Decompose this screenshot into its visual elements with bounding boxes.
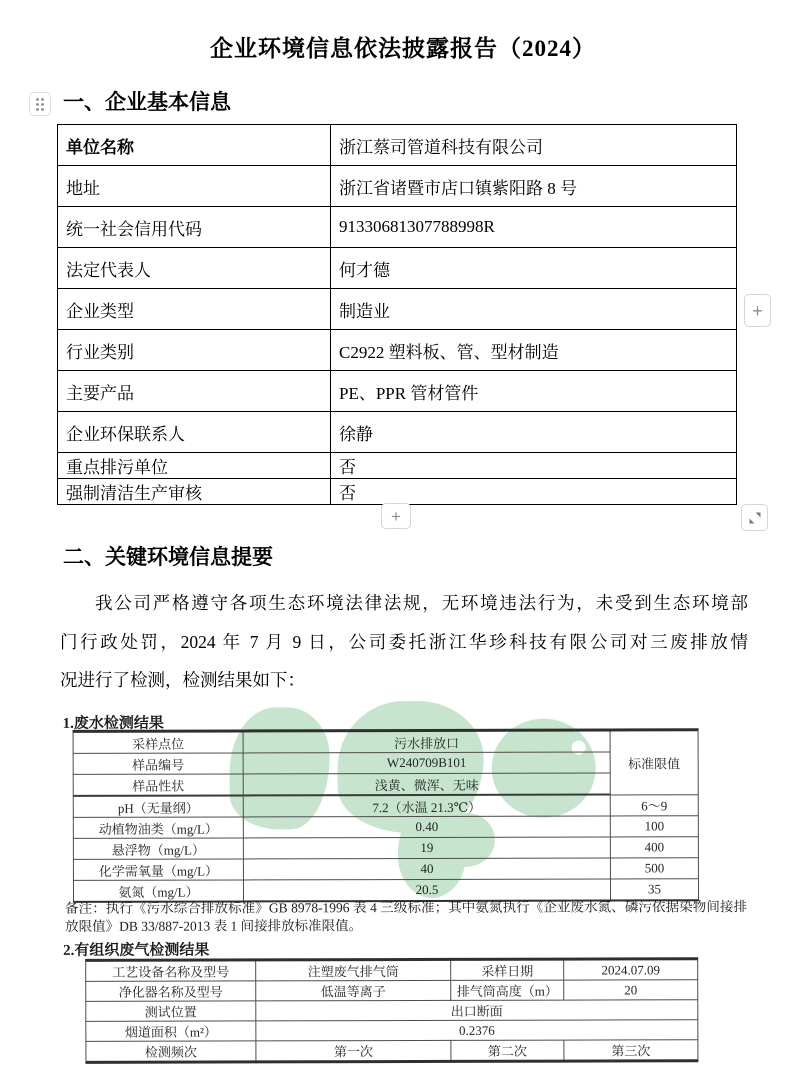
info-value-cell: 浙江省诸暨市店口镇紫阳路 8 号 — [331, 166, 737, 207]
table-row — [58, 166, 737, 207]
table-row — [73, 816, 698, 839]
value-cell: 2024.07.09 — [564, 959, 698, 980]
value-cell: 第三次 — [564, 1040, 698, 1061]
info-label-cell: 重点排污单位 — [58, 453, 331, 479]
limit-cell: 6～9 — [610, 794, 698, 816]
document-title: 企业环境信息依法披露报告（2024） — [210, 36, 596, 61]
item-cell: 动植物油类（mg/L） — [73, 817, 243, 838]
item-cell: 采样点位 — [73, 731, 243, 753]
scanned-report-image — [60, 704, 767, 1083]
info-value-cell: 何才德 — [331, 248, 737, 289]
wastewater-table-title: 1.废水检测结果 — [62, 715, 164, 732]
item-cell: 净化器名称及型号 — [86, 981, 256, 1001]
limit-cell: 35 — [610, 879, 698, 901]
info-label-cell: 法定代表人 — [58, 248, 331, 289]
summary-paragraph — [60, 584, 748, 700]
info-label-cell: 主要产品 — [58, 371, 331, 412]
info-label-cell: 单位名称 — [58, 125, 331, 166]
value-cell: 污水排放口 — [243, 730, 610, 753]
item-cell: 悬浮物（mg/L） — [73, 838, 243, 859]
info-label-cell: 行业类别 — [58, 330, 331, 371]
table-row — [73, 730, 698, 754]
item-cell: 样品编号 — [73, 753, 243, 774]
value-cell: 浅黄、微浑、无味 — [243, 773, 610, 795]
info-value-cell: 制造业 — [331, 289, 737, 330]
table-row — [73, 858, 698, 881]
value-cell: 低温等离子 — [256, 980, 451, 1001]
item-cell: 检测频次 — [86, 1041, 256, 1062]
diagonal-resize-icon — [749, 512, 761, 524]
value-cell: 注塑废气排气筒 — [256, 959, 451, 981]
info-value-cell: 91330681307788998R — [331, 207, 737, 248]
item-cell: 排气筒高度（m） — [451, 980, 564, 1000]
table-resize-button[interactable] — [741, 504, 768, 531]
section1-heading: 一、企业基本信息 — [63, 90, 231, 114]
info-label-cell: 强制清洁生产审核 — [58, 479, 331, 505]
info-label-cell: 企业环保联系人 — [58, 412, 331, 453]
limit-cell: 500 — [610, 858, 698, 879]
table-row — [58, 248, 737, 289]
info-value-cell: C2922 塑料板、管、型材制造 — [331, 330, 737, 371]
table-row — [73, 773, 698, 796]
table-row — [58, 479, 737, 505]
value-cell: 7.2（水温 21.3℃） — [243, 794, 610, 816]
table-row — [86, 980, 698, 1002]
table-row — [73, 794, 698, 817]
plus-icon: + — [391, 506, 401, 526]
table-row — [73, 837, 698, 860]
company-info-table — [57, 124, 737, 505]
value-cell: W240709B101 — [243, 752, 610, 774]
table-row — [86, 1040, 698, 1063]
drag-handle-icon — [36, 98, 44, 111]
wastewater-note: 备注：执行《污水综合排放标准》GB 8978-1996 表 4 三级标准；其中氨氮执行《企业废水氮、磷污依据染物间接排放限值》DB 33/887-2013 表 1 间接排放标准限值。 — [65, 899, 748, 934]
info-value-cell: 否 — [331, 453, 737, 479]
value-cell: 0.40 — [243, 816, 610, 838]
table-row — [58, 125, 737, 166]
wastewater-results-table — [73, 728, 699, 903]
table-row — [86, 1000, 698, 1022]
item-cell: 测试位置 — [86, 1001, 256, 1021]
info-value-cell: PE、PPR 管材管件 — [331, 371, 737, 412]
table-row — [58, 453, 737, 479]
section2-heading: 二、关键环境信息提要 — [63, 545, 273, 569]
value-cell: 20.5 — [243, 879, 610, 901]
plus-icon: + — [752, 300, 763, 321]
table-row — [58, 330, 737, 371]
item-cell: pH（无量纲） — [73, 795, 243, 817]
table-row — [58, 412, 737, 453]
value-cell: 20 — [564, 980, 698, 1000]
insert-block-below-button[interactable] — [381, 503, 411, 529]
item-cell: 化学需氧量（mg/L） — [73, 859, 243, 880]
paragraph-line: 我公司严格遵守各项生态环境法律法规，无环境违法行为，未受到生态环境部 — [95, 593, 748, 613]
info-value-cell: 浙江蔡司管道科技有限公司 — [331, 125, 737, 166]
table-row — [58, 207, 737, 248]
table-row — [86, 959, 698, 982]
item-cell: 烟道面积（m²） — [86, 1021, 256, 1041]
limit-header-cell: 标准限值 — [610, 730, 698, 795]
table-row — [73, 752, 698, 775]
value-cell: 第二次 — [451, 1040, 564, 1061]
info-value-cell: 否 — [331, 479, 737, 505]
value-cell: 出口断面 — [256, 1000, 698, 1021]
value-cell: 第一次 — [256, 1040, 451, 1062]
table-row — [86, 1020, 698, 1042]
value-cell: 0.2376 — [256, 1020, 698, 1041]
block-drag-handle[interactable] — [29, 92, 51, 116]
limit-cell: 100 — [610, 816, 698, 837]
item-cell: 采样日期 — [451, 959, 564, 980]
exhaust-results-table — [85, 957, 698, 1064]
table-row — [58, 289, 737, 330]
info-value-cell: 徐静 — [331, 412, 737, 453]
paragraph-line: 门行政处罚，2024 年 7 月 9 日，公司委托浙江华珍科技有限公司对三废排放情 — [60, 631, 748, 652]
paragraph-line: 况进行了检测，检测结果如下： — [60, 670, 305, 690]
insert-block-right-button[interactable] — [744, 294, 771, 327]
exhaust-table-title: 2.有组织废气检测结果 — [63, 942, 210, 959]
info-label-cell: 地址 — [58, 166, 331, 207]
value-cell: 40 — [243, 858, 610, 880]
value-cell: 19 — [243, 837, 610, 859]
info-label-cell: 统一社会信用代码 — [58, 207, 331, 248]
item-cell: 样品性状 — [73, 774, 243, 796]
item-cell: 氨氮（mg/L） — [73, 880, 243, 902]
table-row — [58, 371, 737, 412]
item-cell: 工艺设备名称及型号 — [86, 960, 256, 981]
info-label-cell: 企业类型 — [58, 289, 331, 330]
limit-cell: 400 — [610, 837, 698, 858]
